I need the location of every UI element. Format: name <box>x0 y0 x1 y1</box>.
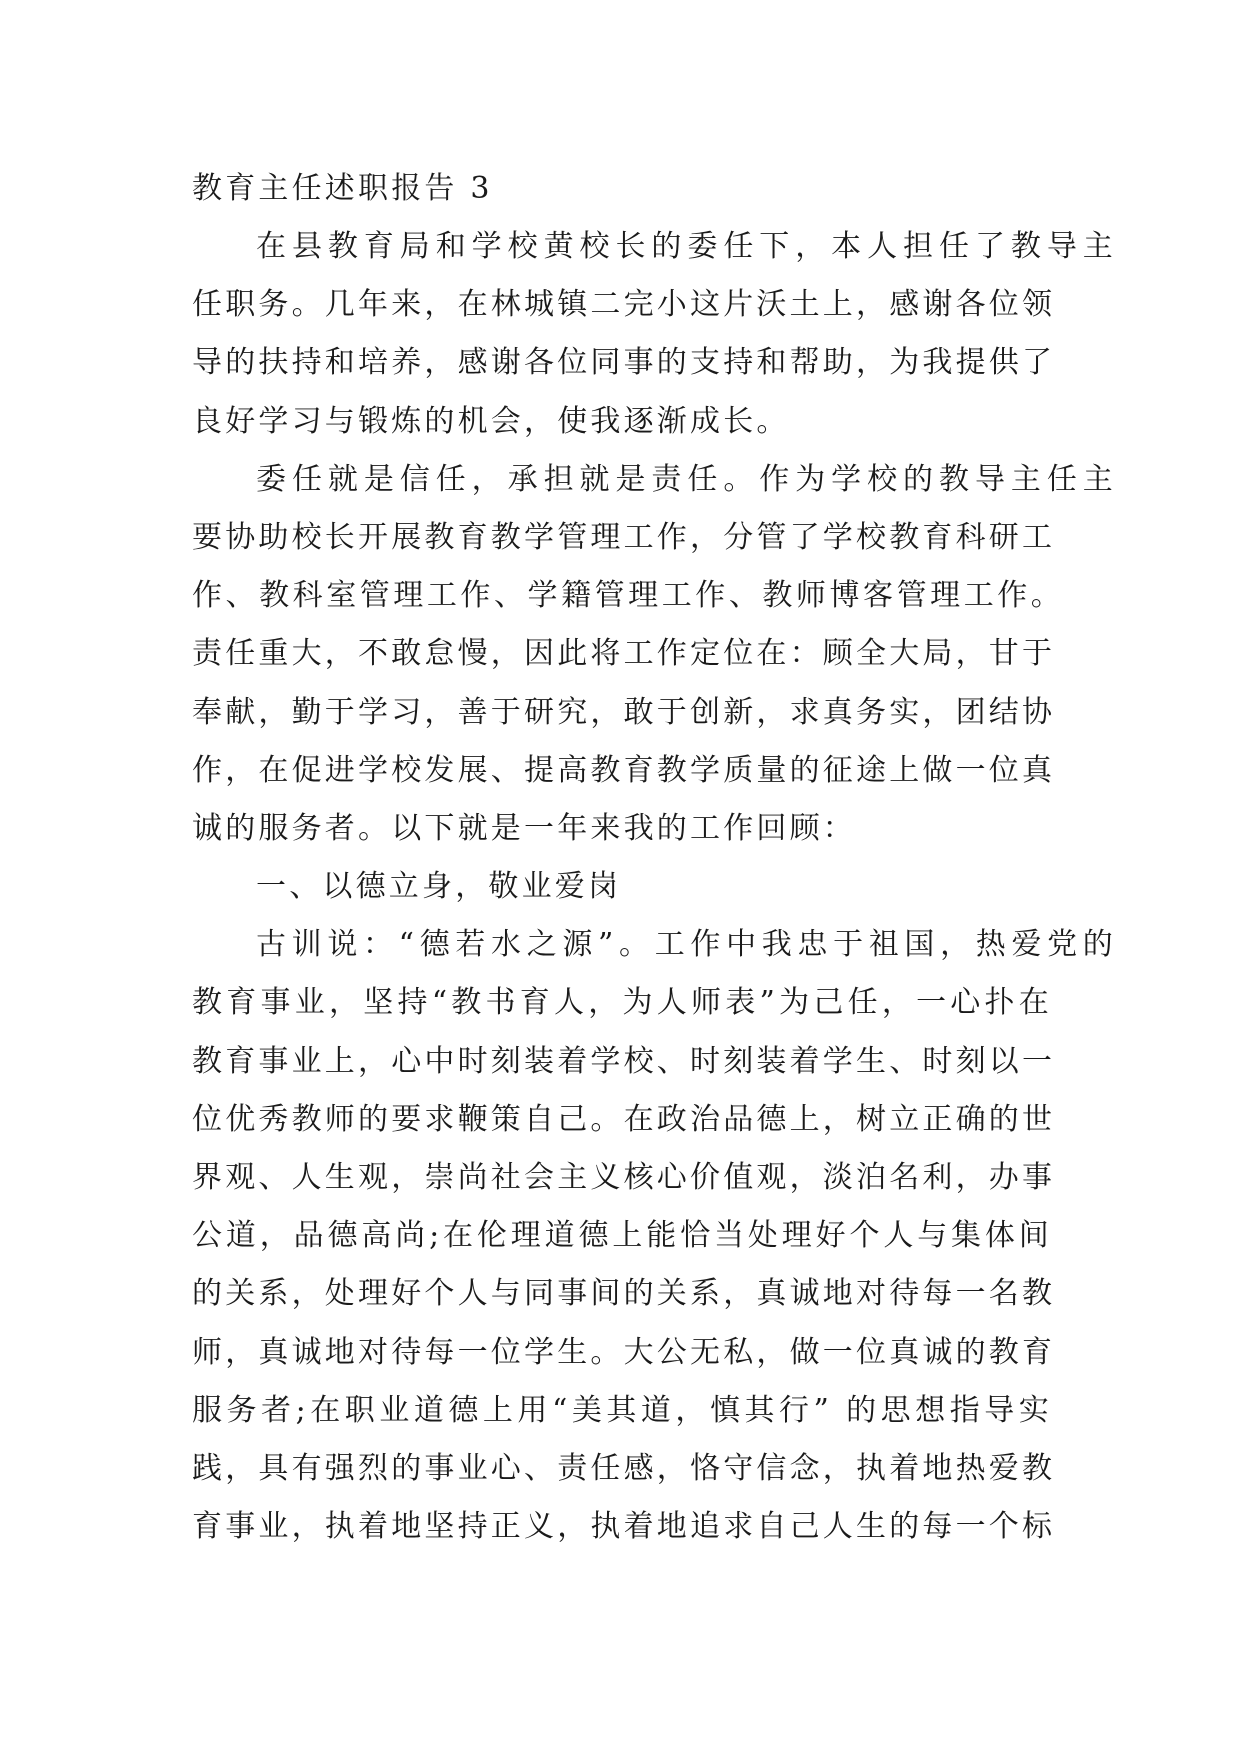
paragraph-line: 作、教科室管理工作、学籍管理工作、教师博客管理工作。 <box>192 578 1064 614</box>
paragraph-line: 作，在促进学校发展、提高教育教学质量的征途上做一位真 <box>192 752 1056 788</box>
paragraph-line: 奉献，勤于学习，善于研究，敢于创新，求真务实，团结协 <box>192 694 1056 730</box>
section-heading: 一、以德立身，敬业爱岗 <box>256 869 622 905</box>
paragraph-line: 责任重大，不敢怠慢，因此将工作定位在：顾全大局，甘于 <box>192 636 1056 672</box>
paragraph-line: 育事业，执着地坚持正义，执着地追求自己人生的每一个标 <box>192 1509 1056 1545</box>
paragraph-line: 诚的服务者。以下就是一年来我的工作回顾： <box>192 810 856 846</box>
paragraph-line: 良好学习与锻炼的机会，使我逐渐成长。 <box>192 403 790 439</box>
paragraph-line: 服务者;在职业道德上用“美其道，慎其行” 的思想指导实 <box>192 1392 1052 1428</box>
document-title: 教育主任述职报告 3 <box>192 171 493 206</box>
paragraph-line: 导的扶持和培养，感谢各位同事的支持和帮助，为我提供了 <box>192 345 1056 381</box>
paragraph-line: 教育事业上，心中时刻装着学校、时刻装着学生、时刻以一 <box>192 1043 1056 1079</box>
paragraph-line: 在县教育局和学校黄校长的委任下，本人担任了教导主 <box>256 229 1116 264</box>
paragraph-line: 任职务。几年来，在林城镇二完小这片沃土上，感谢各位领 <box>192 287 1056 323</box>
paragraph-line: 要协助校长开展教育教学管理工作，分管了学校教育科研工 <box>192 519 1056 555</box>
document-body <box>192 160 1116 1556</box>
paragraph-line: 的关系，处理好个人与同事间的关系，真诚地对待每一名教 <box>192 1276 1056 1312</box>
paragraph-line: 委任就是信任，承担就是责任。作为学校的教导主任主 <box>256 461 1116 497</box>
paragraph-line: 公道，品德高尚;在伦理道德上能恰当处理好个人与集体间 <box>192 1218 1052 1254</box>
paragraph-line: 教育事业，坚持“教书育人，为人师表”为己任，一心扑在 <box>192 985 1052 1021</box>
paragraph-line: 古训说：“德若水之源”。工作中我忠于祖国，热爱党的 <box>256 927 1116 963</box>
paragraph-line: 位优秀教师的要求鞭策自己。在政治品德上，树立正确的世 <box>192 1101 1056 1137</box>
paragraph-line: 界观、人生观，崇尚社会主义核心价值观，淡泊名利，办事 <box>192 1160 1056 1195</box>
paragraph-line: 师，真诚地对待每一位学生。大公无私，做一位真诚的教育 <box>192 1334 1056 1370</box>
paragraph-line: 践，具有强烈的事业心、责任感，恪守信念，执着地热爱教 <box>192 1450 1056 1486</box>
